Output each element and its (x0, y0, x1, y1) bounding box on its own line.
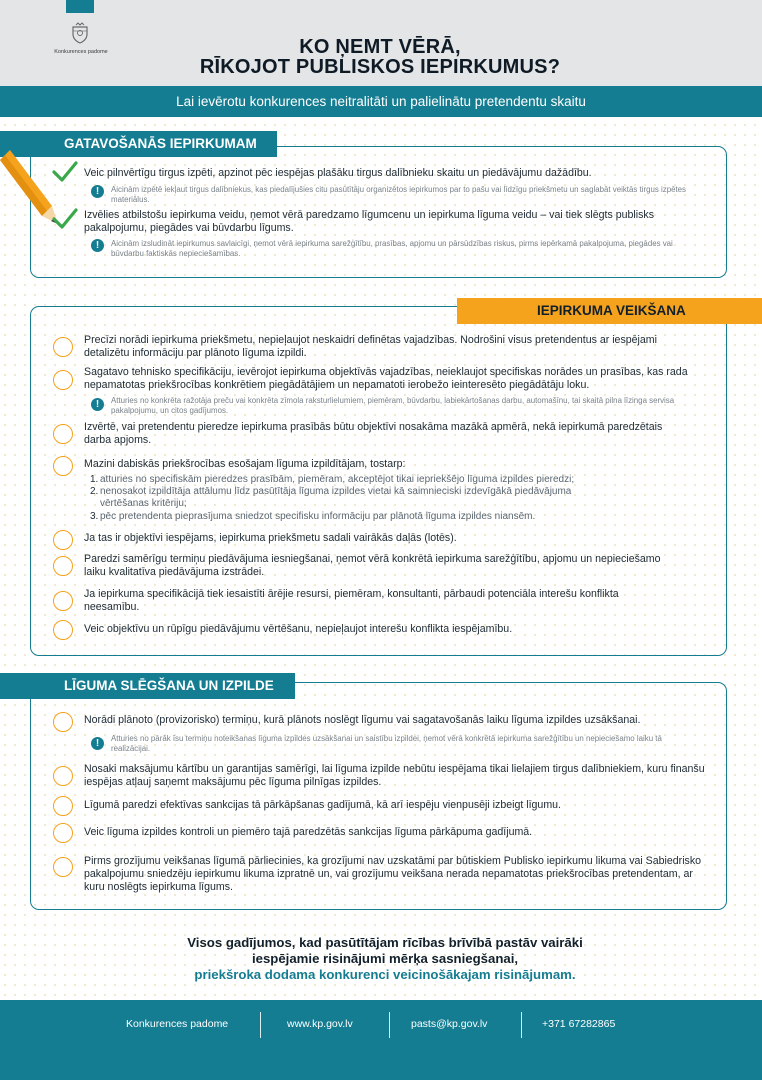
closing-statement (100, 935, 670, 983)
checkmark-icon (52, 160, 78, 184)
info-icon: ! (91, 398, 104, 411)
footer-email-link[interactable]: pasts@kp.gov.lv (411, 1018, 488, 1030)
contract-note-1: Atturies no pārāk īsu termiņu noteikšanas līguma izpildes uzsākšanai un saistību izpildei, ņemot vērā konkrētā iepirkuma sarežģītību un nepieciešamo laiku tā realizācijai. (111, 734, 662, 753)
procurement-item-4: Mazini dabiskās priekšrocības esošajam līguma izpildītājam, tostarp: (84, 458, 406, 470)
preparation-note-1: Aicinām izpētē iekļaut tirgus dalībniekus, kas piedalījušies citu pasūtītāju organizētos iepirkumos par to pašu vai līdzīgu priekšmetu un saglabāt veiktās tirgus izpētes materiālus. (111, 185, 687, 204)
bullet-circle (53, 424, 73, 444)
preparation-item-1: Veic pilnvērtīgu tirgus izpēti, apzinot pēc iespējas plašāku tirgus dalībnieku skaitu un piedāvājumu dažādību. (84, 167, 592, 179)
contract-item-5: Pirms grozījumu veikšanas līgumā pārliecinies, ka grozījumi nav uzskatāmi par būtiskiem Publisko iepirkumu likuma vai Sabiedrisko pakalpojumu sniedzēju iepirkumu likuma izpratnē un, vai grozījumu veikšana nerada nepamatotas priekšrocības pretendentam, ar kuru noslēgts iepirkuma līgums. (84, 855, 702, 894)
page-subtitle: Lai ievērotu konkurences neitralitāti un palielinātu pretendentu skaitu (176, 94, 586, 109)
contract-item-2: Nosaki maksājumu kārtību un garantijas samērīgi, lai līguma izpilde nebūtu iespējama tikai lielajiem tirgus dalībniekiem, kuru finanšu iespējas atļauj saņemt maksājumu pēc līguma pilnīgas izpildes. (84, 763, 705, 789)
footer-phone[interactable]: +371 67282865 (542, 1018, 616, 1030)
bullet-circle (53, 823, 73, 843)
sublist-item: 2. nenosakot izpildītāja attālumu līdz pasūtītāja līguma izpildes vietai kā saimnieciski izdevīgākā piedāvājuma (90, 486, 572, 498)
preparation-note-2: Aicinām izsludināt iepirkumus savlaicīgi, ņemot vērā iepirkuma sarežģītību, prasības, apjomu un pārsūdzības riskus, pirms iepērkamā pakalpojuma, piegādes vai būvdarbu faktiskās nepieciešamības. (111, 239, 673, 258)
sublist-item: 3. pēc pretendenta pieprasījuma sniedzot specifisku informāciju par plānotā līguma izpildes niansēm. (90, 510, 536, 522)
procurement-item-7: Ja iepirkuma specifikācijā tiek iesaistīti ārējie resursi, piemēram, konsultanti, pārbaudi potenciāla interešu konflikta neesamību. (84, 588, 619, 614)
bullet-circle (53, 712, 73, 732)
footer-divider (389, 1012, 390, 1038)
sublist-item: vērtēšanas kritēriju; (100, 498, 187, 510)
logo-org-name: Konkurences padome (54, 49, 108, 55)
logo-tab (66, 0, 94, 13)
checkmark-icon (52, 207, 78, 231)
bullet-circle (53, 766, 73, 786)
footer-org: Konkurences padome (126, 1018, 229, 1030)
info-icon: ! (91, 239, 104, 252)
info-icon: ! (91, 185, 104, 198)
procurement-item-6: Paredzi samērīgu termiņu piedāvājuma iesniegšanai, ņemot vērā konkrētā iepirkuma sarežģītību, apjomu un nepieciešamo laiku kvalitatīva piedāvājuma izstrādei. (84, 553, 661, 579)
page-title (150, 37, 610, 77)
section-procurement-title (457, 298, 762, 324)
sublist-item: 1. atturies no specifiskām pieredzes prasībām, piemēram, akceptējot tikai iepriekšējo līguma izpildes pieredzi; (90, 474, 575, 485)
section-contract-title-text: LĪGUMA SLĒGŠANA UN IZPILDE (64, 678, 274, 693)
closing-line-2: iespējamie risinājumi mērķa sasniegšanai, (251, 951, 519, 966)
info-icon: ! (91, 737, 104, 750)
bullet-circle (53, 530, 73, 550)
footer-divider (260, 1012, 261, 1038)
procurement-sublist (90, 474, 690, 523)
bullet-circle (53, 591, 73, 611)
bullet-circle (53, 337, 73, 357)
procurement-item-1: Precīzi norādi iepirkuma priekšmetu, nepieļaujot neskaidri definētas vajadzības. Nodrošini visus pretendentus ar iespējami detalizētu informāciju par plānoto līguma izpildi. (84, 334, 657, 360)
title-line-1: KO ŅEMT VĒRĀ, (299, 36, 461, 58)
closing-line-1: Visos gadījumos, kad pasūtītājam rīcības brīvībā pastāv vairāki (187, 935, 583, 950)
bullet-circle (53, 556, 73, 576)
bullet-circle (53, 456, 73, 476)
footer-website-link[interactable]: www.kp.gov.lv (287, 1018, 353, 1030)
section-preparation-title-text: GATAVOŠANĀS IEPIRKUMAM (64, 136, 257, 151)
section-contract-title (0, 673, 295, 699)
bullet-circle (53, 857, 73, 877)
contract-item-4: Veic līguma izpildes kontroli un piemēro tajā paredzētās sankcijas līguma pārkāpuma gadījumā. (84, 826, 533, 838)
procurement-note-2: Atturies no konkrēta ražotāja preču vai konkrēta zīmola raksturlielumiem, piemēram, būvdarbu, labiekārtošanas darbu, automašīnu, tai skaitā pilna līzinga servisa pakalpojumu, un citos gadījumos. (111, 396, 675, 415)
bullet-circle (53, 620, 73, 640)
procurement-item-5: Ja tas ir objektīvi iespējams, iepirkuma priekšmetu sadali vairākās daļās (lotēs). (84, 532, 457, 544)
footer-divider (521, 1012, 522, 1038)
bullet-circle (53, 796, 73, 816)
title-line-2: RĪKOJOT PUBLISKOS IEPIRKUMUS? (199, 56, 561, 78)
footer-band (0, 1000, 762, 1080)
contract-item-3: Līgumā paredzi efektīvas sankcijas tā pārkāpšanas gadījumā, kā arī iespēju vienpusēji izbeigt līgumu. (84, 799, 561, 811)
contract-item-1: Norādi plānoto (provizorisko) termiņu, kurā plānots noslēgt līgumu vai sagatavošanās laiku līguma izpildes uzsākšanai. (84, 714, 641, 726)
bullet-circle (53, 370, 73, 390)
section-procurement-title-text: IEPIRKUMA VEIKŠANA (537, 303, 686, 318)
procurement-item-3: Izvērtē, vai pretendentu pieredze iepirkuma prasībās būtu objektīvi nosakāma mazākā apmērā, nekā iepirkumā paredzētais darba apjoms. (84, 421, 663, 447)
procurement-item-8: Veic objektīvu un rūpīgu piedāvājumu vērtēšanu, nepieļaujot interešu konflikta iespējamību. (84, 623, 513, 635)
coat-of-arms-icon (69, 22, 91, 44)
closing-line-3: priekšroka dodama konkurenci veicinošākajam risinājumam. (194, 967, 576, 982)
preparation-item-2: Izvēlies atbilstošu iepirkuma veidu, ņemot vērā paredzamo līgumcenu un iepirkuma līguma veidu – vai tiek slēgts publisks pakalpojumu, piegādes vai būvdarbu līgums. (84, 209, 654, 235)
procurement-item-2: Sagatavo tehnisko specifikāciju, ievērojot iepirkuma objektīvās vajadzības, neieklaujot specifiskas norādes un prasības, kas rada nepamatotas priekšrocības konkrētiem piegādātājiem un nepamatoti ierobežo ieinteresēto piegādātāju loku. (84, 366, 688, 392)
